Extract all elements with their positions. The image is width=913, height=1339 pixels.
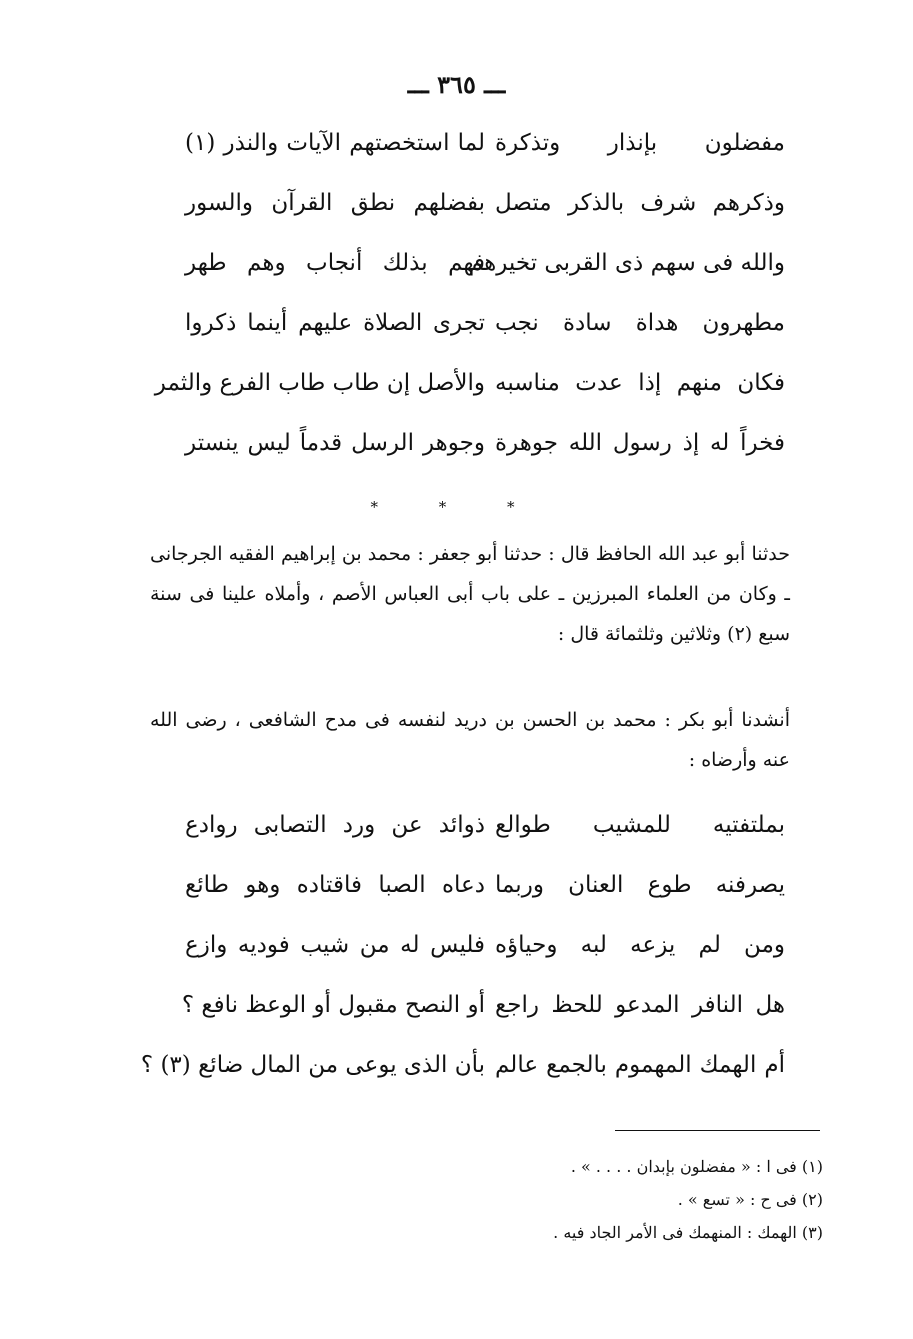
first-hemistich: وذكرهم شرف بالذكر متصل	[495, 190, 785, 216]
verse	[181, 992, 785, 1052]
first-hemistich: هل النافر المدعو للحظ راجع	[495, 992, 785, 1018]
first-hemistich: أم الهمك المهموم بالجمع عالم	[495, 1052, 785, 1078]
second-hemistich: بفضلهم نطق القرآن والسور	[185, 190, 485, 216]
footnote: (٢) فى ح : « تسع » .	[677, 1190, 823, 1209]
first-hemistich: مفضلون بإنذار وتذكرة	[495, 130, 785, 156]
first-hemistich: والله فى سهم ذى القربى تخيرهم	[468, 250, 785, 276]
second-hemistich: بأن الذى يوعى من المال ضائع (٣) ؟	[140, 1052, 485, 1078]
first-hemistich: فكان منهم إذا عدت مناسبه	[495, 370, 785, 396]
footnote: (١) فى ا : « مفضلون بإبدان . . . . » .	[570, 1157, 823, 1176]
section-separator: * * *	[370, 498, 543, 516]
verse	[185, 310, 785, 370]
second-hemistich: فليس له من شيب فوديه وازع	[185, 932, 485, 958]
first-hemistich: فخراً له إذ رسول الله جوهرة	[495, 430, 785, 456]
second-hemistich: ذوائد عن ورد التصابى روادع	[185, 812, 485, 838]
second-hemistich: والأصل إن طاب طاب الفرع والثمر	[154, 370, 485, 396]
second-hemistich: دعاه الصبا فاقتاده وهو طائع	[185, 872, 485, 898]
verse	[140, 1052, 785, 1112]
verse	[154, 370, 785, 430]
page-number: ـــ ٣٦٥ ـــ	[407, 70, 506, 99]
second-hemistich: أو النصح مقبول أو الوعظ نافع ؟	[181, 992, 485, 1018]
verse	[185, 812, 785, 872]
verse	[185, 190, 785, 250]
first-hemistich: مطهرون هداة سادة نجب	[495, 310, 785, 336]
verse	[185, 872, 785, 932]
footnote: (٣) الهمك : المنهمك فى الأمر الجاد فيه .	[553, 1223, 823, 1242]
second-hemistich: فهم بذلك أنجاب وهم طهر	[185, 250, 485, 276]
verse	[185, 250, 785, 310]
first-hemistich: بملتفتيه للمشيب طوالع	[495, 812, 785, 838]
verse	[185, 932, 785, 992]
second-hemistich: تجرى الصلاة عليهم أينما ذكروا	[185, 310, 485, 336]
narration-paragraph: أنشدنا أبو بكر : محمد بن الحسن بن دريد لنفسه فى مدح الشافعى ، رضى الله عنه وأرضاه :	[150, 709, 790, 771]
verse	[185, 130, 785, 190]
second-hemistich: لما استخصتهم الآيات والنذر (١)	[185, 130, 485, 156]
verse	[185, 430, 785, 490]
footnotes	[323, 1150, 823, 1249]
poem-block	[154, 130, 785, 490]
footnote-divider	[615, 1130, 820, 1131]
narration-paragraph: حدثنا أبو عبد الله الحافظ قال : حدثنا أبو جعفر : محمد بن إبراهيم الفقيه الجرجانى ـ وكان من العلماء المبرزين ـ على باب أبى العباس الأصم ، وأملاه علينا فى سنة سبع (٢) وثلاثين وثلثمائة قال :	[150, 543, 790, 645]
first-hemistich: يصرفنه طوع العنان وربما	[495, 872, 785, 898]
second-hemistich: وجوهر الرسل قدماً ليس ينستر	[185, 430, 485, 456]
first-hemistich: ومن لم يزعه لبه وحياؤه	[495, 932, 785, 958]
poem-block	[140, 812, 785, 1112]
